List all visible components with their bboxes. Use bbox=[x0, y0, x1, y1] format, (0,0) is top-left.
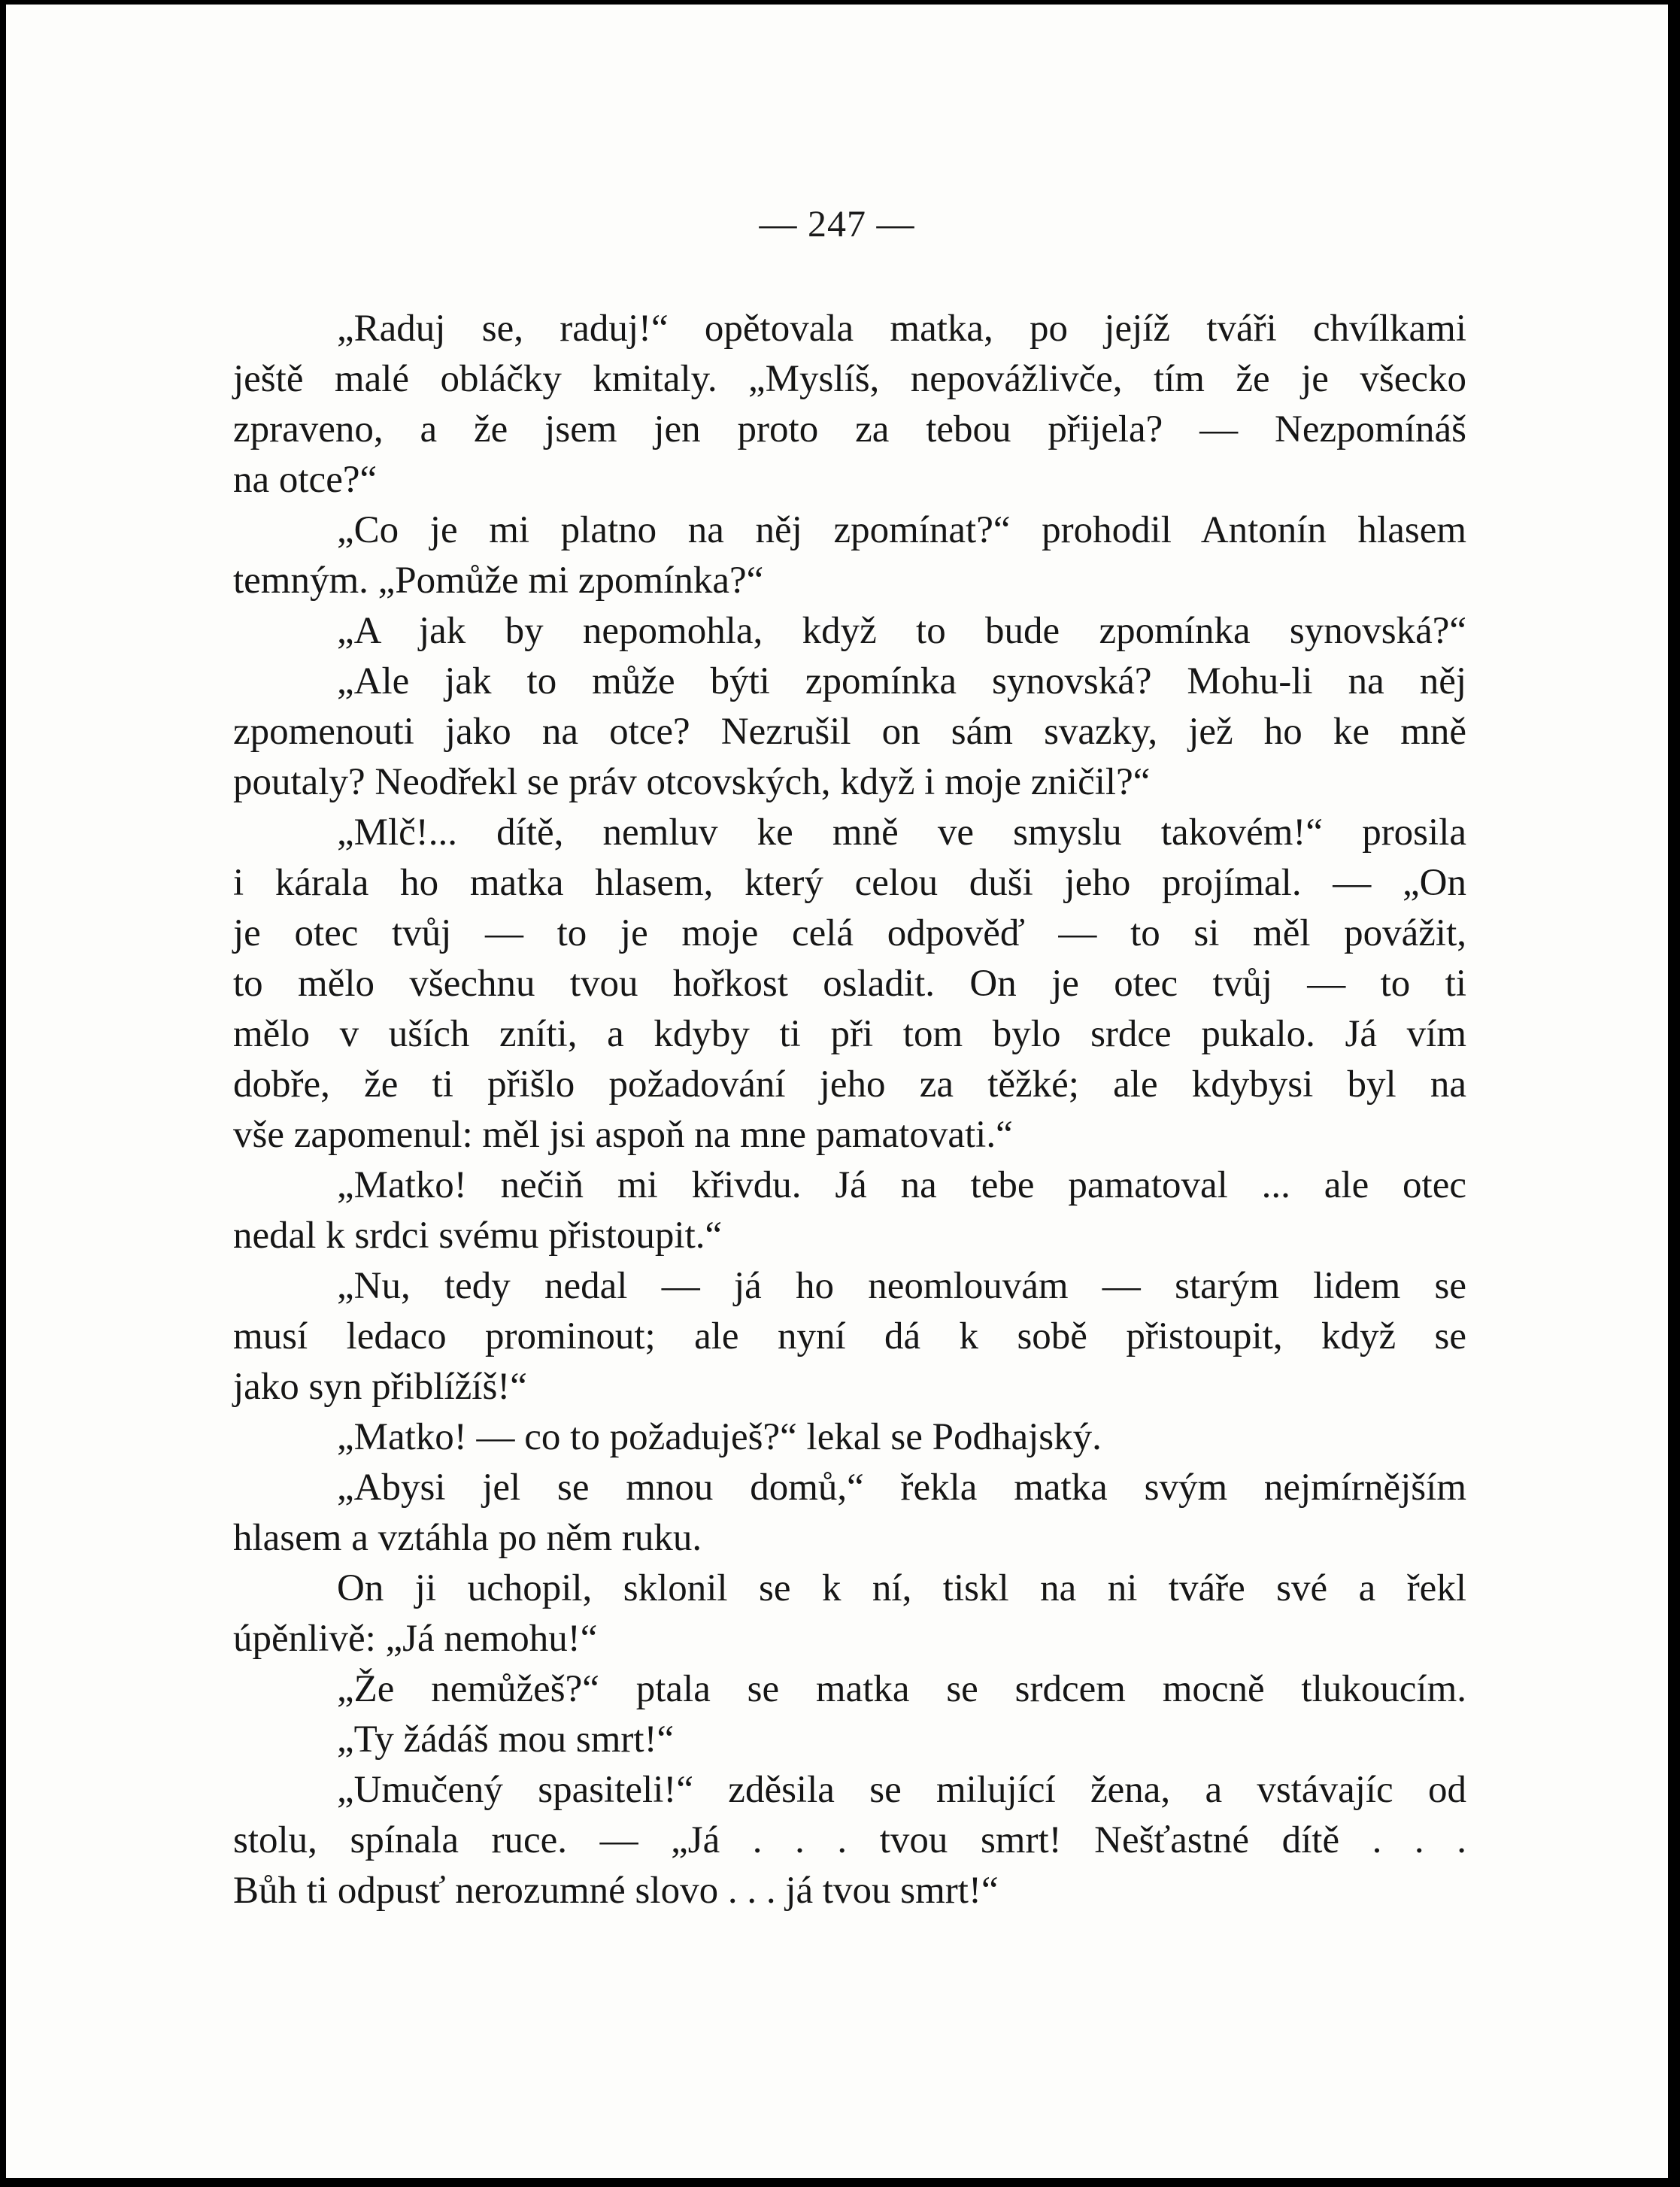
text-line: temným. „Pomůže mi zpomínka?“ bbox=[233, 560, 764, 602]
text-line: „Co je mi platno na něj zpomínat?“ prohodil Antonín hlasem bbox=[337, 509, 1466, 551]
text-line: stolu, spínala ruce. — „Já . . . tvou smrt! Nešťastné dítě . . . bbox=[233, 1819, 1466, 1861]
text-line: na otce?“ bbox=[233, 459, 378, 501]
text-line: zpraveno, a že jsem jen proto za tebou přijela? — Nezpomínáš bbox=[233, 408, 1466, 450]
text-line: vše zapomenul: měl jsi aspoň na mne pamatovati.“ bbox=[233, 1114, 1013, 1156]
book-page bbox=[6, 5, 1668, 2178]
text-line: je otec tvůj — to je moje celá odpověď — to si měl povážit, bbox=[233, 912, 1466, 954]
text-line: „Ale jak to může býti zpomínka synovská? Mohu-li na něj bbox=[337, 660, 1466, 702]
text-line: úpěnlivě: „Já nemohu!“ bbox=[233, 1618, 598, 1660]
body-text bbox=[233, 304, 1466, 1916]
text-line: musí ledaco prominout; ale nyní dá k sobě přistoupit, když se bbox=[233, 1315, 1466, 1357]
page-number: — 247 — bbox=[759, 202, 915, 244]
text-line: zpomenouti jako na otce? Nezrušil on sám svazky, jež ho ke mně bbox=[233, 711, 1466, 753]
text-line: „Abysi jel se mnou domů,“ řekla matka svým nejmírnějším bbox=[337, 1467, 1466, 1509]
text-line: Bůh ti odpusť nerozumné slovo . . . já tvou smrt!“ bbox=[233, 1870, 999, 1912]
text-line: „A jak by nepomohla, když to bude zpomínka synovská?“ bbox=[337, 610, 1466, 652]
text-line: „Matko! — co to požaduješ?“ lekal se Podhajský. bbox=[337, 1416, 1102, 1458]
text-line: „Raduj se, raduj!“ opětovala matka, po jejíž tváři chvílkami bbox=[337, 308, 1466, 350]
text-line: „Že nemůžeš?“ ptala se matka se srdcem mocně tlukoucím. bbox=[337, 1668, 1466, 1710]
text-line: i kárala ho matka hlasem, který celou duši jeho projímal. — „On bbox=[233, 862, 1466, 904]
text-line: „Umučený spasiteli!“ zděsila se milující žena, a vstávajíc od bbox=[337, 1769, 1466, 1811]
text-line: „Matko! nečiň mi křivdu. Já na tebe pamatoval ... ale otec bbox=[337, 1164, 1466, 1206]
text-line: mělo v uších zníti, a kdyby ti při tom bylo srdce pukalo. Já vím bbox=[233, 1013, 1466, 1055]
text-line: „Mlč!... dítě, nemluv ke mně ve smyslu takovém!“ prosila bbox=[337, 811, 1466, 854]
text-line: jako syn přiblížíš!“ bbox=[233, 1366, 527, 1408]
text-line: poutaly? Neodřekl se práv otcovských, když i moje zničil?“ bbox=[233, 761, 1151, 803]
text-line: ještě malé obláčky kmitaly. „Myslíš, nepovážlivče, tím že je všecko bbox=[233, 358, 1466, 400]
text-line: hlasem a vztáhla po něm ruku. bbox=[233, 1517, 702, 1559]
text-line: „Nu, tedy nedal — já ho neomlouvám — starým lidem se bbox=[337, 1265, 1466, 1307]
text-line: dobře, že ti přišlo požadování jeho za těžké; ale kdybysi byl na bbox=[233, 1063, 1466, 1106]
text-line: On ji uchopil, sklonil se k ní, tiskl na ni tváře své a řekl bbox=[337, 1567, 1466, 1609]
text-line: „Ty žádáš mou smrt!“ bbox=[337, 1718, 675, 1761]
text-line: to mělo všechnu tvou hořkost osladit. On je otec tvůj — to ti bbox=[233, 963, 1466, 1005]
text-line: nedal k srdci svému přistoupit.“ bbox=[233, 1215, 723, 1257]
